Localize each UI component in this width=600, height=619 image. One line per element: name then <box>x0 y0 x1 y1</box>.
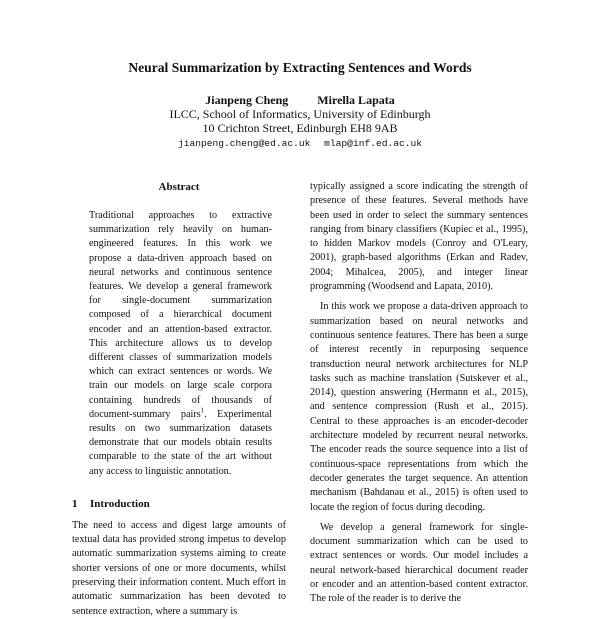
author-emails <box>0 138 600 149</box>
right-column <box>310 180 528 607</box>
intro-paragraph: The need to access and digest large amounts of textual data has provided strong impetus to develop automatic summarization systems aiming to create shorter versions of one or more documents, whilst preserving their information content. Much effort in automatic summarization has been devoted to sentence extraction, where a summary is <box>72 519 286 617</box>
footnote-marker: 1 <box>200 406 205 415</box>
section-heading-introduction <box>72 497 286 511</box>
abstract-heading: Abstract <box>158 181 200 193</box>
left-column <box>72 180 286 619</box>
body-paragraph: typically assigned a score indicating the strength of presence of these features. Several methods have been used in order to select the summary sentences ranging from binary classifiers (Kupiec et al., 1995), to hidden Markov models (Conroy and O'Leary, 2001), graph-based algorithms (Erkan and Radev, 2004; Mihalcea, 2005), and integer linear programming (Woodsend and Lapata, 2010). <box>310 181 528 293</box>
affiliation-line: ILCC, School of Informatics, University of Edinburgh <box>169 107 431 121</box>
body-paragraph: We develop a general framework for single-document summarization which can be used to extract sentences or words. Our model includes a neural network-based hierarchical document reader or encoder and an attention-based content extractor. The role of the reader is to derive the <box>310 521 528 605</box>
abstract-body-end: . Experimental results on two summarization datasets demonstrate that our models obtain results comparable to the state of the art without any access to linguistic annotation. <box>89 408 272 477</box>
body-paragraph: In this work we propose a data-driven approach to summarization based on neural networks and continuous sentence features. There has been a surge of interest recently in repurposing sequence transduction neural network architectures for NLP tasks such as machine translation (Sutskever et al., 2014), question answering (Hermann et al., 2015), and sentence compression (Rush et al., 2015). Central to these approaches is an encoder-decoder architecture modeled by recurrent neural networks. The encoder reads the source sequence into a list of continuous-space representations from which the decoder generates the target sequence. An attention mechanism (Bahdanau et al., 2015) is often used to locate the region of focus during decoding. <box>310 301 528 513</box>
section-number: 1 <box>72 497 78 510</box>
abstract-body: Traditional approaches to extractive summarization rely heavily on human-engineered features. In this work we propose a data-driven approach based on neural networks and continuous sentence features. We develop a general framework for single-document summarization composed of a hierarchical document encoder and an attention-based extractor. This architecture allows us to develop different classes of summarization models which can extract sentences or words. We train our models on large scale corpora containing hundreds of thousands of document-summary pairs <box>89 210 272 420</box>
email-address: jianpeng.cheng@ed.ac.uk <box>177 138 311 149</box>
email-address: mlap@inf.ed.ac.uk <box>324 138 423 149</box>
section-title: Introduction <box>90 497 150 510</box>
address-line: 10 Crichton Street, Edinburgh EH8 9AB <box>202 121 398 135</box>
abstract-text <box>89 209 272 479</box>
author-name: Jianpeng Cheng <box>205 93 289 107</box>
paper-title: Neural Summarization by Extracting Sentences and Words <box>128 60 472 75</box>
author-list <box>0 93 600 108</box>
author-name: Mirella Lapata <box>317 93 395 107</box>
